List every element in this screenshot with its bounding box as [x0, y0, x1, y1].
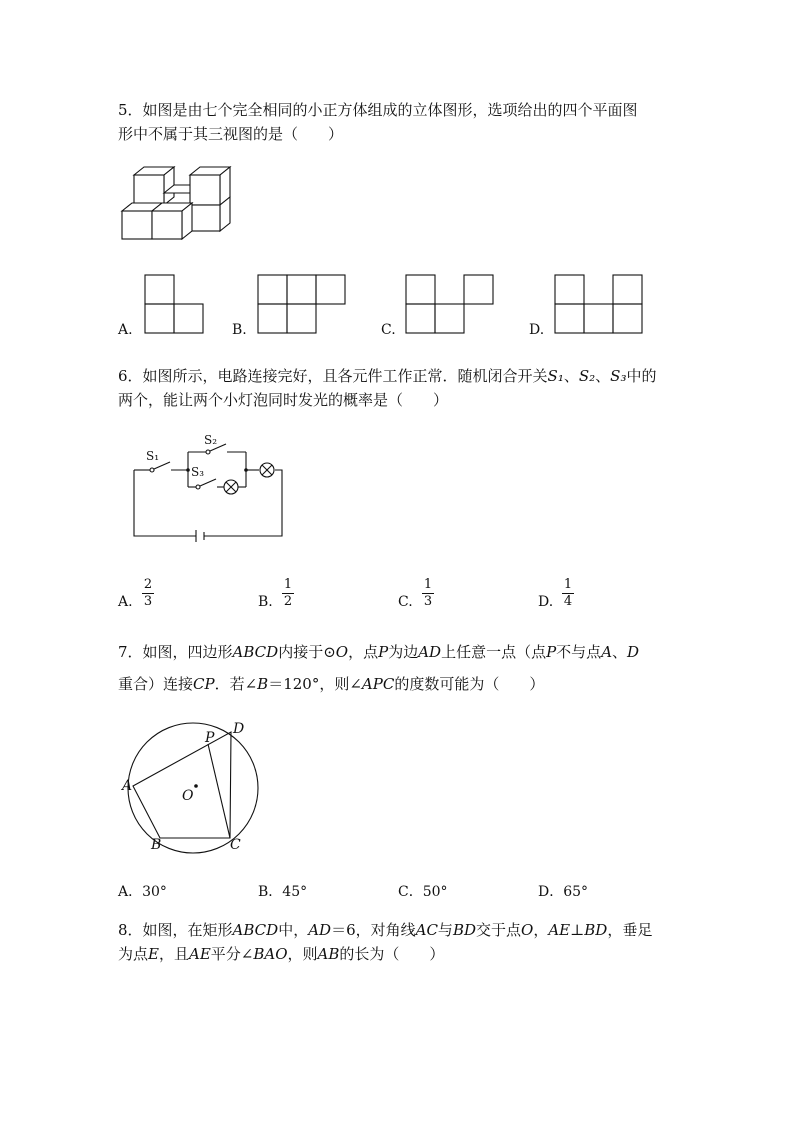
q7-label-a: A: [122, 778, 133, 794]
q5-option-a: A.: [118, 322, 133, 338]
q7-label-b: B: [151, 837, 162, 853]
q6-option-c: C.: [398, 594, 413, 610]
q8-line-1: 8．如图，在矩形ABCD中，AD＝6，对角线AC与BD交于点O，AE⊥BD，垂足: [118, 921, 653, 939]
q5-view-a: [145, 275, 205, 335]
q8-line-2: 为点E，且AE平分∠BAO，则AB的长为（ ）: [118, 945, 445, 963]
q7-label-o: O: [182, 788, 194, 804]
q6-option-b: B.: [258, 594, 273, 610]
q6-line-2: 两个，能让两个小灯泡同时发光的概率是（ ）: [118, 391, 449, 409]
s2-label: S₂: [578, 367, 596, 385]
q7-label-d: D: [233, 721, 245, 737]
q7-option-c: C．50°: [398, 884, 448, 900]
q5-option-c: C.: [381, 322, 396, 338]
q6-option-a-fraction: 2 3: [143, 577, 153, 609]
q5-view-d: [555, 275, 645, 335]
q6-option-d-fraction: 1 4: [563, 577, 573, 609]
q6-option-b-fraction: 1 2: [283, 577, 293, 609]
q7-line-1: 7．如图，四边形ABCD内接于⊙O，点P为边AD上任意一点（点P不与点A、D: [118, 643, 640, 661]
q6-line-1: 6．如图所示，电路连接完好，且各元件工作正常．随机闭合开关S₁、S₂、S₃中的: [118, 367, 657, 385]
q6-option-d: D.: [538, 594, 554, 610]
q7-label-c: C: [230, 837, 241, 853]
q7-option-b: B．45°: [258, 884, 308, 900]
circuit-label-s2: S₂: [204, 433, 218, 447]
q5-cube-figure: [118, 165, 238, 245]
s3-label: S₃: [610, 367, 627, 385]
q7-option-a: A．30°: [118, 884, 167, 900]
q5-option-b: B.: [232, 322, 247, 338]
circuit-label-s3: S₃: [191, 465, 205, 479]
q6-option-a: A.: [118, 594, 133, 610]
q6-option-c-fraction: 1 3: [423, 577, 433, 609]
q7-label-p: P: [205, 730, 215, 746]
q5-view-c: [406, 275, 496, 335]
q7-option-d: D．65°: [538, 884, 589, 900]
q5-view-b: [258, 275, 348, 335]
q5-option-d: D.: [529, 322, 545, 338]
circuit-label-s1: S₁: [146, 449, 160, 463]
q5-line-2: 形中不属于其三视图的是（ ）: [118, 125, 344, 143]
q5-line-1: 5．如图是由七个完全相同的小正方体组成的立体图形，选项给出的四个平面图: [118, 101, 638, 119]
q7-line-2: 重合）连接CP．若∠B＝120°，则∠APC的度数可能为（ ）: [118, 675, 545, 693]
s1-label: S₁: [547, 367, 564, 385]
